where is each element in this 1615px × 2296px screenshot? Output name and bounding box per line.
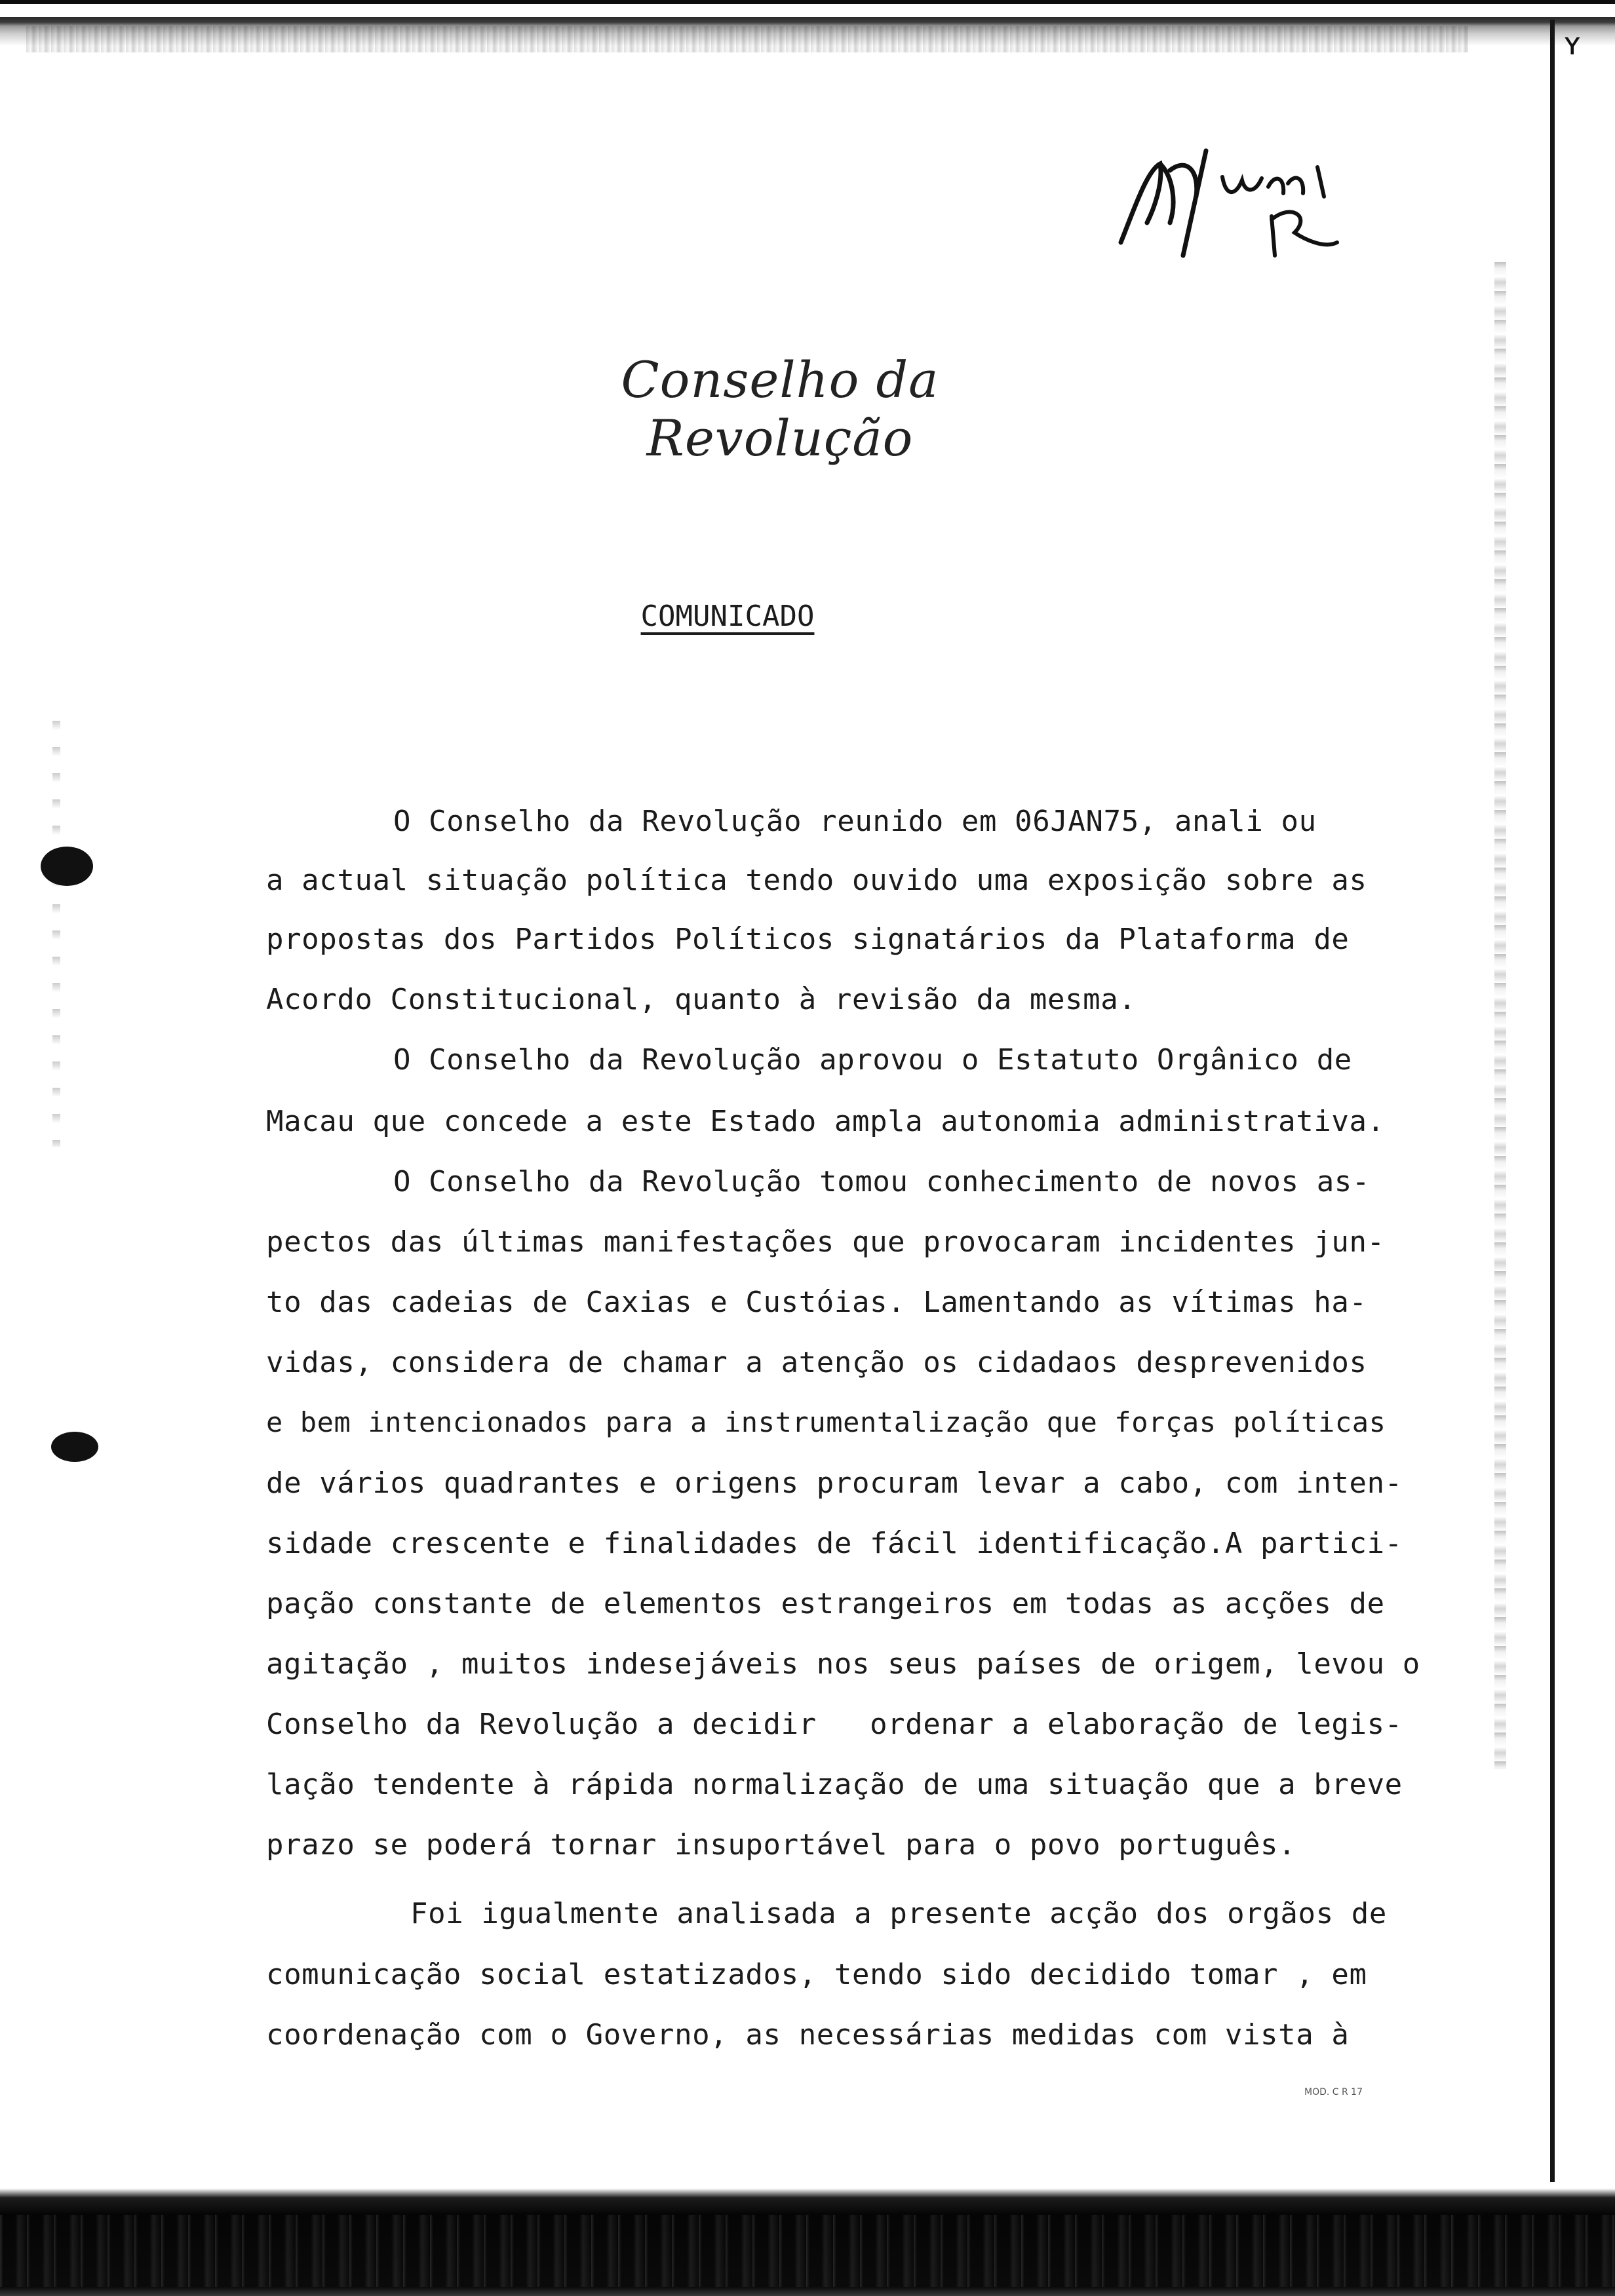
body-line: vidas, considera de chamar a atenção os cidadaos desprevenidos	[266, 1346, 1367, 1379]
scan-bottom-noise	[0, 2215, 1615, 2287]
page-title: COMUNICADO	[640, 600, 815, 633]
body-line: de vários quadrantes e origens procuram levar a cabo, com inten-	[266, 1466, 1403, 1500]
page-right-border	[1550, 20, 1555, 2182]
form-code: MOD. C R 17	[1304, 2087, 1363, 2097]
body-line: O Conselho da Revolução tomou conhecimento de novos as-	[393, 1165, 1370, 1198]
body-line: propostas dos Partidos Políticos signatários da Plataforma de	[266, 923, 1350, 956]
punch-hole-upper	[41, 847, 93, 886]
handwritten-initials	[1108, 131, 1383, 275]
right-margin-noise	[1494, 262, 1506, 1769]
body-line: prazo se poderá tornar insuportável para o povo português.	[266, 1828, 1296, 1862]
body-line: O Conselho da Revolução aprovou o Estatuto Orgânico de	[393, 1043, 1352, 1077]
letterhead: Conselho da Revolução	[621, 351, 939, 467]
body-line: lação tendente à rápida normalização de uma situação que a breve	[266, 1768, 1403, 1801]
body-line: Macau que concede a este Estado ampla autonomia administrativa.	[266, 1105, 1385, 1138]
body-line: pação constante de elementos estrangeiros em todas as acções de	[266, 1587, 1385, 1620]
punch-hole-lower	[51, 1432, 98, 1462]
scan-top-noise	[26, 26, 1468, 52]
body-line: to das cadeias de Caxias e Custóias. Lamentando as vítimas ha-	[266, 1286, 1367, 1319]
body-line: e bem intencionados para a instrumentalização que forças políticas	[266, 1406, 1386, 1438]
body-line: comunicação social estatizados, tendo sido decidido tomar , em	[266, 1958, 1367, 1991]
body-line: pectos das últimas manifestações que provocaram incidentes jun-	[266, 1225, 1385, 1259]
body-line: O Conselho da Revolução reunido em 06JAN75, anali ou	[393, 805, 1317, 838]
corner-mark: ʏ	[1563, 26, 1582, 62]
body-line: coordenação com o Governo, as necessárias medidas com vista à	[266, 2018, 1350, 2052]
body-line: Acordo Constitucional, quanto à revisão da mesma.	[266, 983, 1137, 1016]
body-line: sidade crescente e finalidades de fácil identificação.A partici-	[266, 1527, 1403, 1560]
body-line: a actual situação política tendo ouvido uma exposição sobre as	[266, 864, 1367, 897]
left-margin-noise	[52, 721, 60, 1147]
body-line: Foi igualmente analisada a presente acção dos orgãos de	[410, 1897, 1387, 1930]
body-line: agitação , muitos indesejáveis nos seus países de origem, levou o	[266, 1647, 1420, 1681]
body-line: Conselho da Revolução a decidir ordenar a elaboração de legis-	[266, 1708, 1403, 1741]
